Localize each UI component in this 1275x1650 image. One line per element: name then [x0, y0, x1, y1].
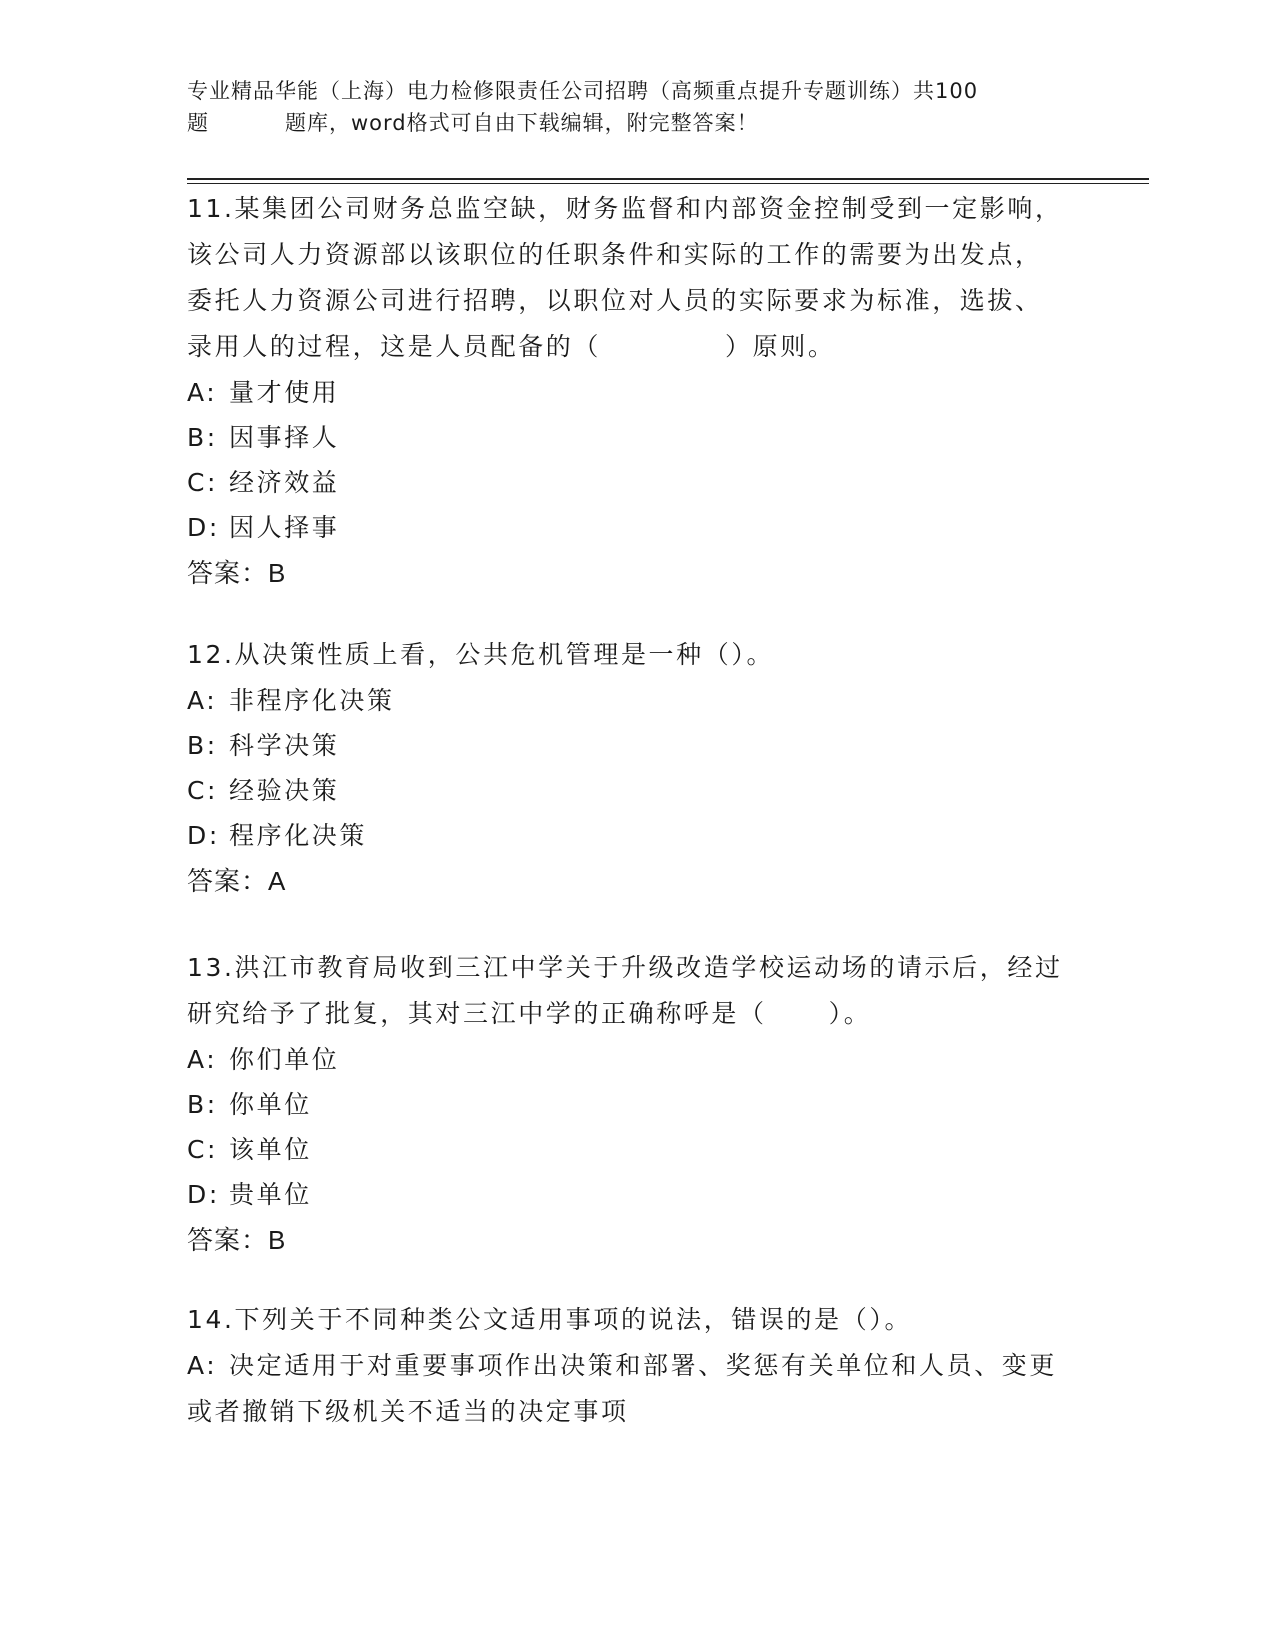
answer: 答案：A: [187, 866, 287, 896]
option-a: A: 量才使用: [187, 378, 340, 407]
header-title-line-1: 专业精品华能（上海）电力检修限责任公司招聘（高频重点提升专题训练）共100: [187, 79, 979, 103]
header-title-line-2: [187, 107, 1087, 139]
header-title-line-2-start: 题: [187, 111, 209, 135]
question-stem: 12.从决策性质上看，公共危机管理是一种（）。: [187, 640, 775, 669]
option-d: D: 程序化决策: [187, 821, 368, 850]
document-header: [187, 75, 1087, 139]
option-b: B: 因事择人: [187, 423, 340, 452]
question-12: [187, 632, 1067, 904]
option-a: A: 非程序化决策: [187, 686, 395, 715]
answer: 答案：B: [187, 1225, 287, 1255]
question-stem: 13.洪江市教育局收到三江中学关于升级改造学校运动场的请示后，经过研究给予了批复，其对三江中学的正确称呼是（ ）。: [187, 953, 1063, 1028]
header-divider-thin: [187, 183, 1149, 184]
option-c: C: 该单位: [187, 1135, 312, 1164]
option-b: B: 你单位: [187, 1090, 312, 1119]
option-a: A: 决定适用于对重要事项作出决策和部署、奖惩有关单位和人员、变更或者撤销下级机关不适当的决定事项: [187, 1351, 1058, 1426]
option-c: C: 经验决策: [187, 776, 340, 805]
option-c: C: 经济效益: [187, 468, 340, 497]
question-13: [187, 945, 1067, 1263]
option-d: D: 因人择事: [187, 513, 340, 542]
header-divider-thick: [187, 178, 1149, 180]
answer: 答案：B: [187, 558, 287, 588]
option-b: B: 科学决策: [187, 731, 340, 760]
question-14: [187, 1297, 1067, 1435]
question-stem: 11.某集团公司财务总监空缺，财务监督和内部资金控制受到一定影响，该公司人力资源部以该职位的任职条件和实际的工作的需要为出发点，委托人力资源公司进行招聘，以职位对人员的实际要求为标准，选拔、录用人的过程，这是人员配备的（ ）原则。: [187, 194, 1063, 361]
option-a: A: 你们单位: [187, 1045, 340, 1074]
question-stem: 14.下列关于不同种类公文适用事项的说法，错误的是（）。: [187, 1305, 913, 1334]
option-d: D: 贵单位: [187, 1180, 312, 1209]
header-title-line-2-rest: 题库，word格式可自由下载编辑，附完整答案！: [285, 111, 759, 135]
question-11: [187, 186, 1067, 596]
